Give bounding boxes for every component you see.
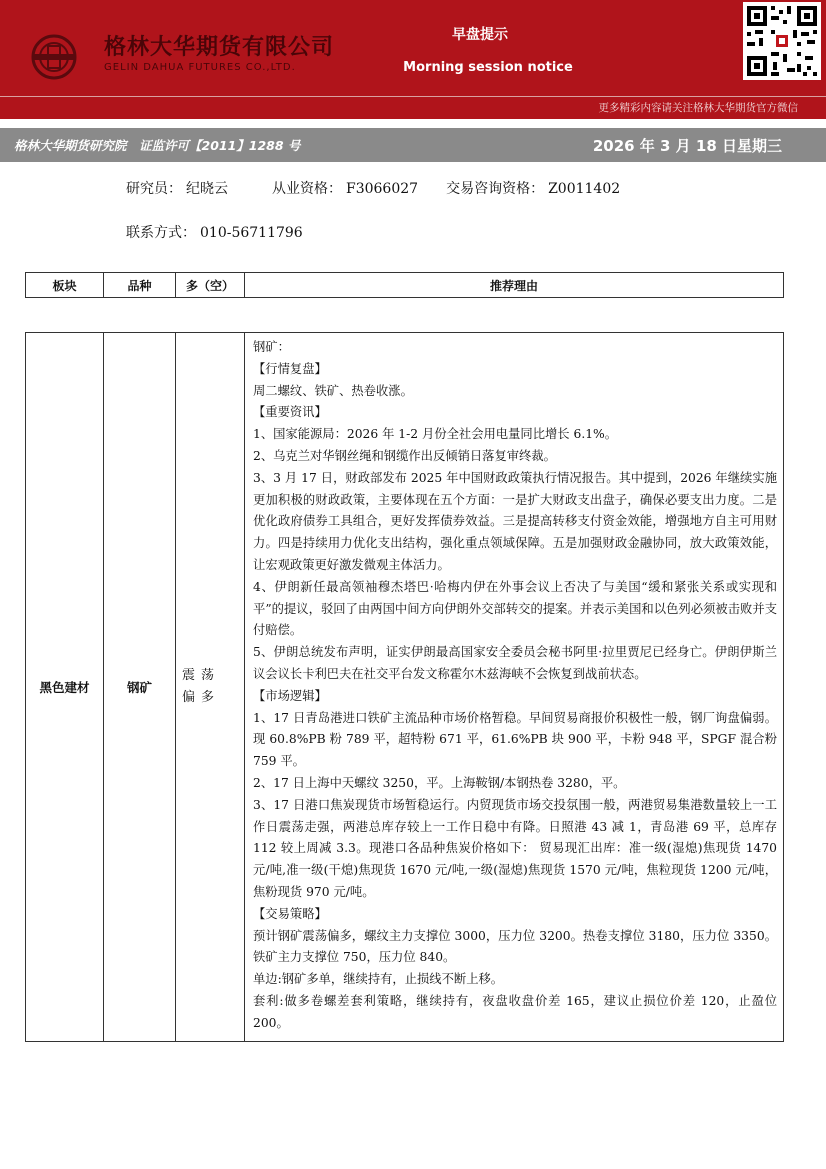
header-variety: 品种 bbox=[104, 273, 176, 298]
reason-line: 钢矿： bbox=[253, 340, 290, 354]
reason-line: 5、伊朗总统发布声明，证实伊朗最高国家安全委员会秘书阿里·拉里贾尼已经身亡。伊朗伊斯兰议会议长卡利巴夫在社交平台发文称霍尔木兹海峡不会恢复到战前状态。 bbox=[253, 645, 777, 681]
cell-reason bbox=[245, 333, 784, 1042]
wechat-qr-code-icon bbox=[743, 2, 821, 80]
report-date: 2026 年 3 月 18 日星期三 bbox=[592, 137, 782, 155]
reason-line: 1、17 日青岛港进口铁矿主流品种市场价格暂稳。早间贸易商报价积极性一般，钢厂询盘偏弱。现 60.8%PB 粉 789 平，超特粉 671 平，61.6%PB 块 900 平，卡粉 948 平，SPGF 混合粉 759 平。 bbox=[253, 710, 777, 769]
report-title-cn: 早盘提示 bbox=[452, 27, 508, 43]
header-block: 板块 bbox=[26, 273, 104, 298]
researcher-info bbox=[126, 178, 624, 198]
recommendation-table bbox=[25, 272, 784, 1042]
company-name-cn: 格林大华期货有限公司 bbox=[104, 35, 335, 60]
reason-line: 1、国家能源局：2026 年 1-2 月份全社会用电量同比增长 6.1%。 bbox=[253, 427, 618, 442]
contact-info bbox=[126, 222, 307, 242]
consult-label: 交易咨询资格： bbox=[446, 181, 545, 197]
cell-block: 黑色建材 bbox=[26, 333, 104, 1042]
notice-bar bbox=[0, 96, 826, 119]
table-spacer-row bbox=[26, 298, 784, 333]
institute-license: 格林大华期货研究院 证监许可【2011】1288 号 bbox=[14, 138, 301, 153]
contact-label: 联系方式： bbox=[126, 225, 196, 241]
reason-line: 单边:钢矿多单，继续持有，止损线不断上移。 bbox=[253, 972, 504, 987]
company-name-en: GELIN DAHUA FUTURES CO.,LTD. bbox=[104, 62, 296, 73]
reason-line: 【重要资讯】 bbox=[253, 405, 327, 420]
reason-line: 4、伊朗新任最高领袖穆杰塔巴·哈梅内伊在外事会议上否决了与美国“缓和紧张关系或实现和平”的提议，驳回了由两国中间方向伊朗外交部转交的提案。并表示美国和以色列必须被击败并支付赔偿。 bbox=[253, 579, 777, 638]
reason-line: 【交易策略】 bbox=[253, 906, 327, 921]
reason-line: 3、3 月 17 日，财政部发布 2025 年中国财政政策执行情况报告。其中提到，2026 年继续实施更加积极的财政政策，主要体现在五个方面：一是扩大财政支出盘子，确保必要支出力度。二是优化政府债券工具组合，更好发挥债券效益。三是提高转移支付资金效能，增强地方自主可用财力。四是持续用力优化支出结构，强化重点领域保障。五是加强财政金融协同，放大政策效能，让宏观政策更好激发微观主体活力。 bbox=[253, 470, 777, 572]
reason-line: 2、17 日上海中天螺纹 3250，平。上海鞍钢/本钢热卷 3280，平。 bbox=[253, 775, 626, 790]
institute-band bbox=[0, 128, 826, 162]
researcher-label: 研究员： bbox=[126, 181, 182, 197]
direction-text: 震荡偏多 bbox=[182, 667, 221, 705]
reason-line: 预计钢矿震荡偏多，螺纹主力支撑位 3000，压力位 3200。热卷支撑位 3180，压力位 3350。铁矿主力支撑位 750，压力位 840。 bbox=[253, 928, 777, 965]
header-direction: 多（空） bbox=[176, 273, 245, 298]
cell-direction bbox=[176, 333, 245, 1042]
header-banner bbox=[0, 0, 826, 96]
report-title-en: Morning session notice bbox=[403, 60, 573, 75]
qualification-number: F3066027 bbox=[346, 181, 419, 197]
researcher-name: 纪晓云 bbox=[186, 181, 228, 197]
cell-variety: 钢矿 bbox=[104, 333, 176, 1042]
wechat-notice: 更多精彩内容请关注格林大华期货官方微信 bbox=[598, 102, 798, 114]
qualification-label: 从业资格： bbox=[272, 181, 342, 197]
header-reason: 推荐理由 bbox=[245, 273, 784, 298]
reason-line: 套利:做多卷螺差套利策略，继续持有，夜盘收盘价差 165，建议止损位价差 120，止盈位 200。 bbox=[253, 993, 777, 1030]
table-header-row bbox=[26, 273, 784, 298]
reason-line: 【市场逻辑】 bbox=[253, 688, 327, 703]
reason-text bbox=[253, 337, 777, 1035]
reason-line: 2、乌克兰对华钢丝绳和钢缆作出反倾销日落复审终裁。 bbox=[253, 448, 556, 463]
reason-line: 周二螺纹、铁矿、热卷收涨。 bbox=[253, 383, 413, 398]
table-row bbox=[26, 333, 784, 1042]
reason-line: 【行情复盘】 bbox=[253, 361, 327, 376]
consult-number: Z0011402 bbox=[548, 181, 621, 197]
company-logo-icon bbox=[30, 33, 78, 81]
contact-phone: 010-56711796 bbox=[200, 225, 303, 241]
reason-line: 3、17 日港口焦炭现货市场暂稳运行。内贸现货市场交投氛围一般，两港贸易集港数量较上一工作日震荡走强，两港总库存较上一工作日稳中有降。日照港 43 减 1，青岛港 69 平，总库存 112 较上周减 3.3。现港口各品种焦炭价格如下： 贸易现汇出库：准一级(湿熄)焦现货 1470 元/吨,准一级(干熄)焦现货 1670 元/吨,一级(湿熄)焦现货 1570 元/吨，焦粒现货 1200 元/吨，焦粉现货 970 元/吨。 bbox=[253, 797, 777, 899]
